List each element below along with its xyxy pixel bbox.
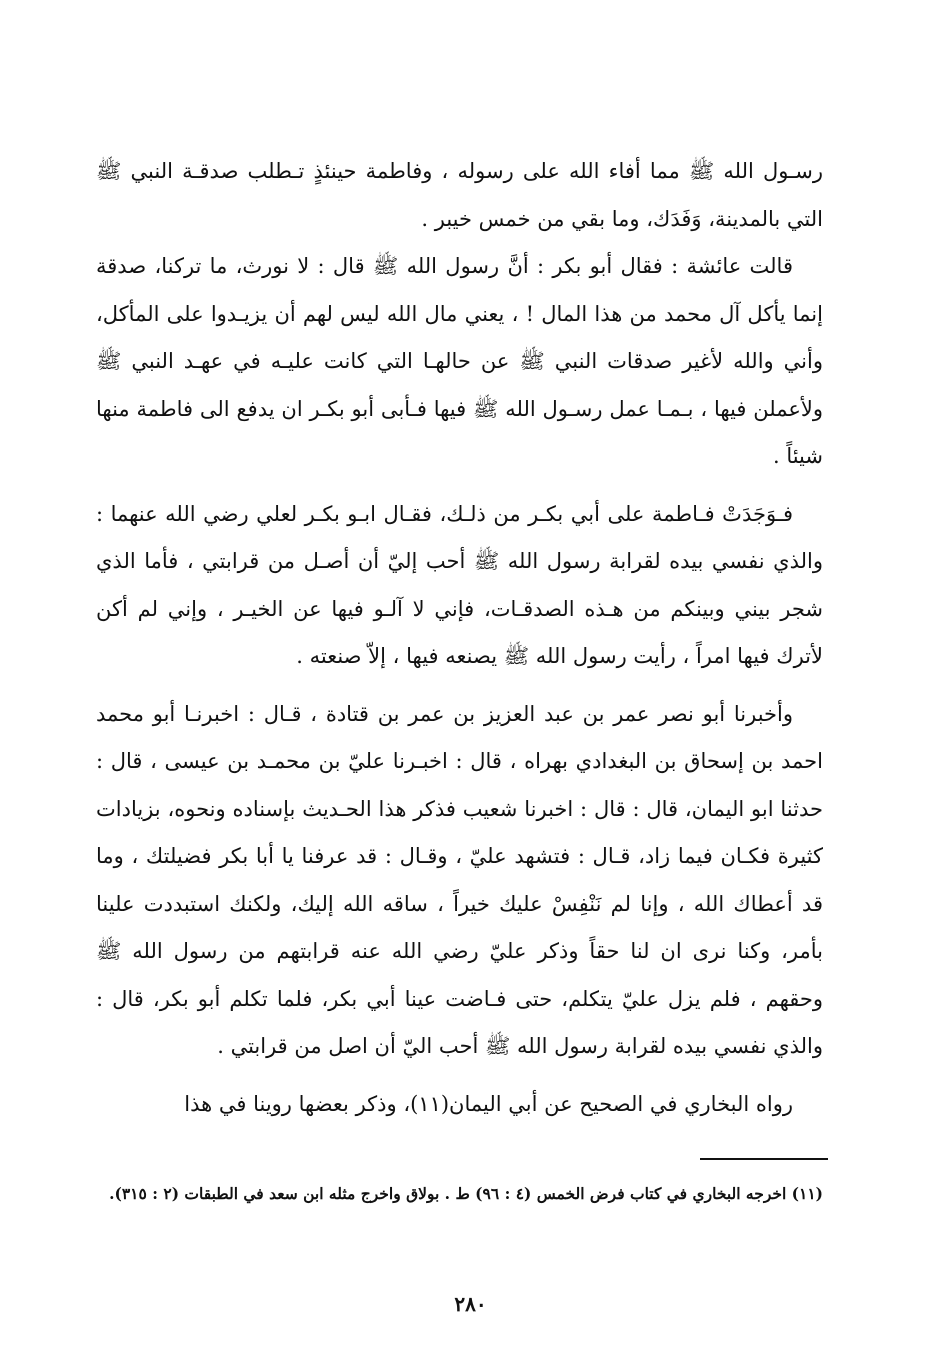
paragraph-2: قالت عائشة : فقال أبو بكر : أنَّ رسول الله ﷺ قال : لا نورث، ما تركنا، صدقة إنما يأكل آل محمد من هذا المال ! ، يعني مال الله ليس لهم أن يزيـدوا على المأكل، وأني والله لأغير صدقات النبي ﷺ عن حالهـا التي كانت عليـه في عهـد النبي ﷺ ولأعملن فيها ، بـمـا عمل رسـول الله ﷺ فيها فـأبى أبو بكـر ان يدفع الى فاطمة منها شيئاً . (96, 254, 823, 468)
footnote-divider (700, 1158, 828, 1160)
paragraph-3: فـوَجَدَتْ فـاطمة على أبي بكـر من ذلـك، فقـال ابـو بكـر لعلي رضي الله عنهما : والذي نفسي بيده لقرابة رسول الله ﷺ أحب إليّ أن أصـل من قرابتي ، فأما الذي شجر بيني وبينكم من هـذه الصدقـات، فإني لا آلـو فيها عن الخيـر ، وإني لم أكن لأترك فيها امراً ، رأيت رسول الله ﷺ يصنعه فيها ، إلاّ صنعته . (96, 501, 823, 668)
page-number: ٢٨٠ (454, 1292, 487, 1316)
paragraph-4: وأخبرنا أبو نصر عمر بن عبد العزيز بن عمر بن قتادة ، قـال : اخبرنـا أبو محمد احمد بن إسحاق بن البغدادي بهراه ، قال : اخبـرنا عليّ بن محمـد بن عيسى ، قال : حدثنا ابو اليمان، قال : قال : اخبرنا شعيب فذكر هذا الحـديث بإسناده ونحوه، بزيادات كثيرة فكـان فيما زاد، قـال : فتشهد عليّ ، وقـال : قد عرفنا يا أبا بكر فضيلتك ، وما قد أعطاك الله ، وإنا لم نَنْفِسْ عليك خيراً ، ساقه الله إليك، ولكنك استبددت علينا بأمر، وكنا نرى ان لنا حقاً وذكر عليّ رضي الله عنه قرابتهم من رسول الله ﷺ وحقهم ، فلم يزل عليّ يتكلم، حتى فـاضت عينا أبي بكر، فلما تكلم أبو بكر، قال : والذي نفسي بيده لقرابة رسول الله ﷺ أحب اليّ أن اصل من قرابتي . (96, 701, 823, 1058)
paragraph-1: رسـول الله ﷺ مما أفاء الله على رسوله ، وفاطمة حينئذٍ تـطلب صدقـة النبي ﷺ التي بالمدينة، وَفَدَك، وما بقي من خمس خيبر . (96, 159, 823, 231)
paragraph-5: رواه البخاري في الصحيح عن أبي اليمان(١١)، وذكر بعضها روينا في هذا (184, 1091, 793, 1116)
main-text (96, 148, 823, 1128)
footnote-11: (١١) اخرجه البخاري في كتاب فرض الخمس (٤ : ٩٦) ط . بولاق واخرج مثله ابن سعد في الطبقات (٢ : ٣١٥). (109, 1184, 823, 1203)
